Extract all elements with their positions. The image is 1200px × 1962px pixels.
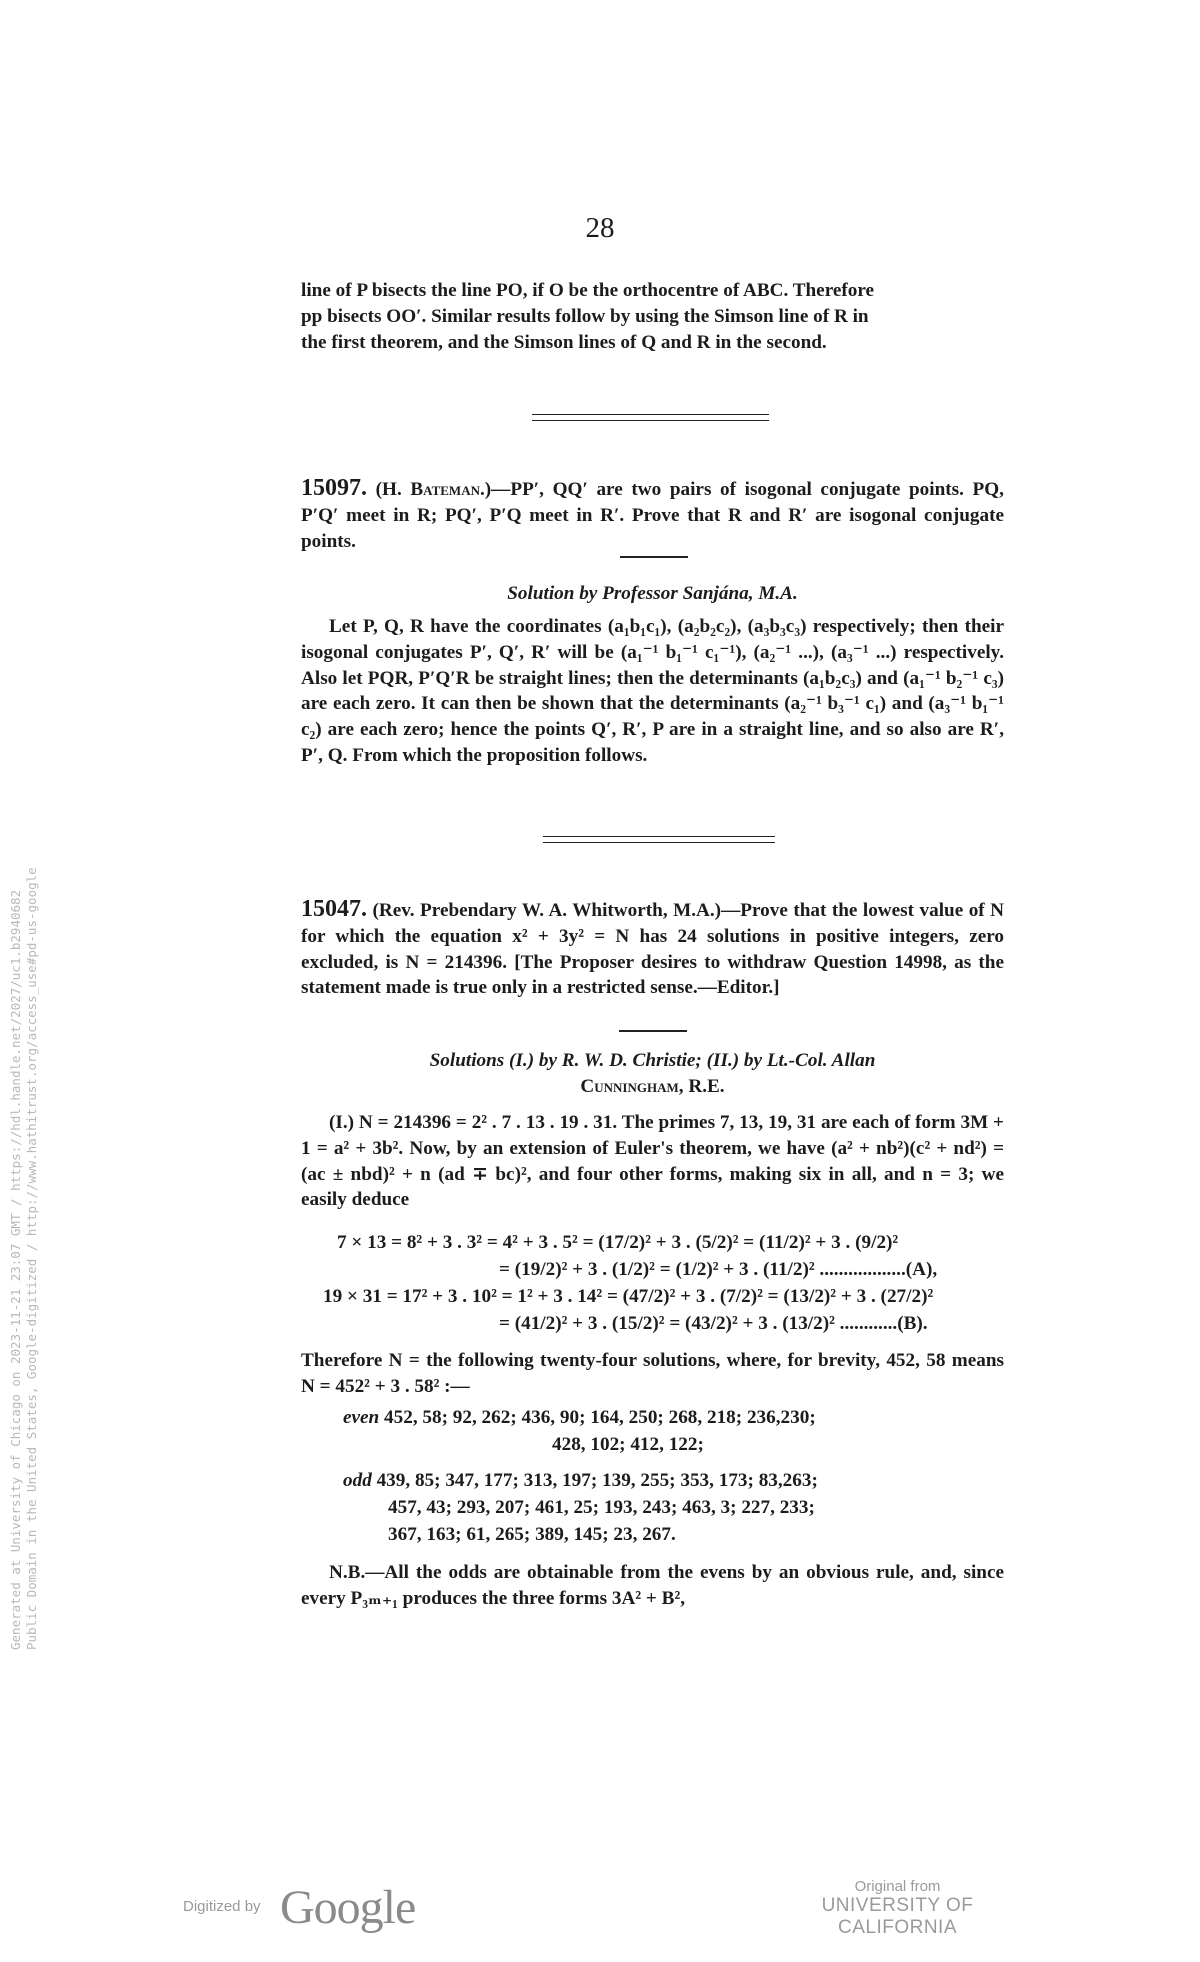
digitized-by-label: Digitized by [183, 1898, 261, 1915]
question-statement: —PP′, QQ′ are two pairs of isogonal conjugate points. PQ, P′Q′ meet in R; PQ′, P′Q meet in R′. Prove that R and R′ are isogonal conjugate points. [301, 479, 1004, 552]
question-proposer: (H. Bateman.) [375, 479, 492, 500]
solution-text: Let P, Q, R have the coordinates (a₁b₁c₁), (a₂b₂c₂), (a₃b₃c₃) respectively; then their isogonal conjugates P′, Q′, R′ will be (a₁⁻¹ b₁⁻¹ c₁⁻¹), (a₂⁻¹ ...), (a₃⁻¹ ...) respectively. Also let PQR, P′Q′R be straight lines; then the determinants (a₁b₂c₃) and (a₁⁻¹ b₂⁻¹ c₃) are each zero. It can then be shown that the determinants (a₂⁻¹ b₃⁻¹ c₁) and (a₃⁻¹ b₁⁻¹ c₂) are each zero; hence the points Q′, R′, P are in a straight line, and so also are R′, P′, Q. From which the proposition follows. [301, 616, 1004, 766]
odd-label: odd [343, 1470, 372, 1491]
solution-list-line: 367, 163; 61, 265; 389, 145; 23, 267. [388, 1524, 676, 1545]
short-rule [620, 556, 688, 558]
institution-name: UNIVERSITY OF CALIFORNIA [821, 1895, 974, 1938]
question-statement: —Prove that the lowest value of N for which the equation x² + 3y² = N has 24 solutions in positive integers, zero excluded, is N = 214396. [The Proposer desires to withdraw Question 14998, as the statement made is true only in a restricted sense.—Editor.] [301, 900, 1005, 999]
solution-list-line: 439, 85; 347, 177; 313, 197; 139, 255; 353, 173; 83,263; [376, 1470, 818, 1491]
question-15097 [301, 476, 1004, 554]
solutions-heading-line: Solutions (I.) by R. W. D. Christie; (II.) by Lt.-Col. Allan [429, 1050, 876, 1071]
nb-text: N.B.—All the odds are obtainable from the evens by an obvious rule, and, since every P₃ₘ₊₁ produces the three forms 3A² + B², [301, 1562, 1004, 1609]
therefore-paragraph [301, 1348, 1004, 1400]
question-number: 15047. [301, 896, 367, 922]
equation-line: 7 × 13 = 8² + 3 . 3² = 4² + 3 . 5² = (17/2)² + 3 . (5/2)² = (11/2)² + 3 . (9/2)² [337, 1232, 899, 1253]
stamp-line: Generated at University of Chicago on 2023-11-21 23:07 GMT / https://hdl.handle.net/2027/uc1.b2940682 [8, 889, 23, 1650]
therefore-text: Therefore N = the following twenty-four solutions, where, for brevity, 452, 58 means N = 452² + 3 . 58² :— [301, 1350, 1004, 1397]
page-number: 28 [585, 212, 615, 244]
odd-solutions [301, 1467, 1004, 1548]
section-divider [543, 836, 775, 843]
equation-line: 19 × 31 = 17² + 3 . 10² = 1² + 3 . 14² = (47/2)² + 3 . (7/2)² = (13/2)² + 3 . (27/2)² [323, 1286, 934, 1307]
solution-list-line: 457, 43; 293, 207; 461, 25; 193, 243; 463, 3; 227, 233; [388, 1497, 815, 1518]
question-15047 [301, 897, 1004, 1001]
continuation-line: pp bisects OO′. Similar results follow by using the Simson line of R in [301, 305, 869, 327]
solution-list-line: 452, 58; 92, 262; 436, 90; 164, 250; 268, 218; 236,230; [384, 1407, 816, 1428]
part1-text: (I.) N = 214396 = 2² . 7 . 13 . 19 . 31. The primes 7, 13, 19, 31 are each of form 3M + 1 = a² + 3b². Now, by an extension of Euler's theorem, we have (a² + nb²)(c² + nd²) = (ac ± nbd)² + n (ad ∓ bc)², and four other forms, making six in all, and n = 3; we easily deduce [301, 1112, 1004, 1211]
sidebar-stamp [8, 867, 48, 1690]
original-from [765, 1878, 1030, 1939]
equation-line: = (19/2)² + 3 . (1/2)² = (1/2)² + 3 . (11/2)² ..................(A), [499, 1259, 938, 1280]
continuation-line: the first theorem, and the Simson lines of Q and R in the second. [301, 331, 827, 353]
solution-part-1 [301, 1110, 1004, 1213]
equation-block [301, 1229, 1004, 1337]
short-rule [619, 1030, 687, 1032]
even-solutions [301, 1404, 1004, 1458]
solutions-heading [301, 1048, 1004, 1100]
solutions-heading-line: Cunningham, R.E. [580, 1075, 725, 1097]
section-divider [532, 414, 769, 421]
question-proposer: (Rev. Prebendary W. A. Whitworth, M.A.) [372, 900, 722, 921]
even-label: even [343, 1407, 380, 1428]
solution-list-line: 428, 102; 412, 122; [552, 1434, 704, 1455]
solution-15097 [301, 614, 1004, 769]
question-number: 15097. [301, 475, 367, 501]
continuation-paragraph [301, 278, 1004, 355]
original-from-label: Original from [854, 1878, 941, 1895]
nb-paragraph [301, 1560, 1004, 1612]
solution-heading: Solution by Professor Sanjána, M.A. [507, 583, 798, 604]
google-logo: Google [280, 1881, 416, 1934]
continuation-line: line of P bisects the line PO, if O be the orthocentre of ABC. Therefore [301, 280, 875, 301]
equation-line: = (41/2)² + 3 . (15/2)² = (43/2)² + 3 . (13/2)² ............(B). [499, 1313, 928, 1334]
stamp-line: Public Domain in the United States, Google-digitized / http://www.hathitrust.org/access_use#pd-us-google [24, 867, 39, 1650]
